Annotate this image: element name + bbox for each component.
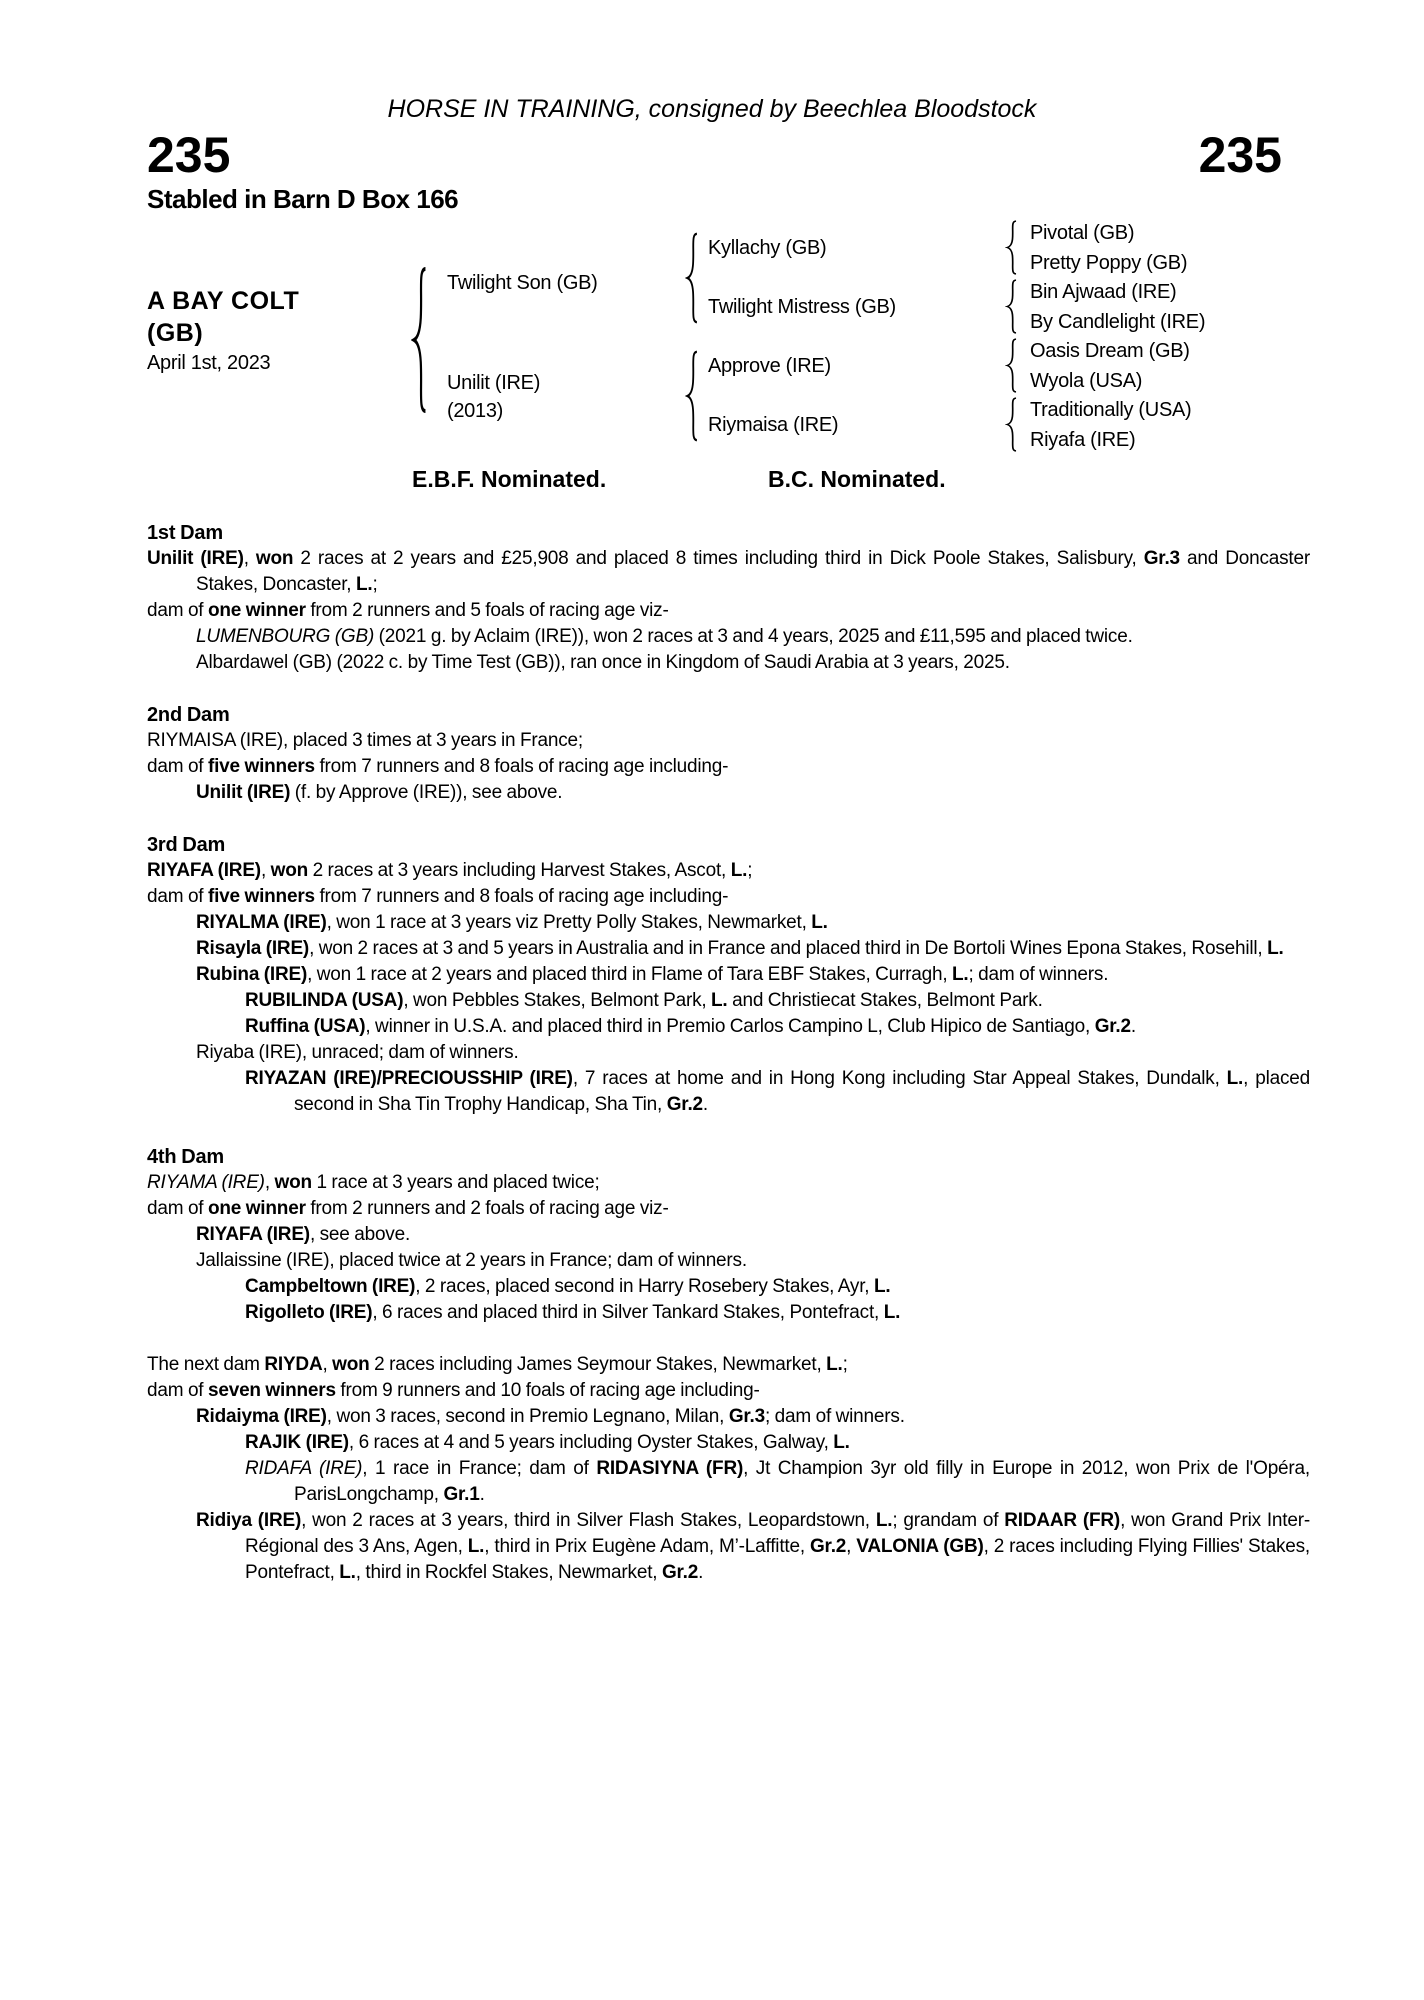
dam-dam-name: Riymaisa (IRE) bbox=[708, 414, 839, 436]
pedigree-paragraph bbox=[147, 1300, 1310, 1326]
text-run: Ridaiyma (IRE) bbox=[196, 1406, 327, 1427]
text-run: , bbox=[243, 548, 256, 569]
dam-name: Unilit (IRE) bbox=[447, 372, 541, 394]
text-run: from 7 runners and 8 foals of racing age including- bbox=[314, 756, 729, 777]
sire-dam-name: Twilight Mistress (GB) bbox=[708, 296, 896, 318]
gen3-brace-2-icon bbox=[1005, 279, 1018, 334]
text-run: ; bbox=[842, 1354, 848, 1375]
subject-name-line1: A BAY COLT bbox=[147, 287, 300, 315]
text-run: dam of bbox=[147, 600, 208, 621]
text-run: L. bbox=[883, 1302, 901, 1323]
text-run: Risayla (IRE) bbox=[196, 938, 310, 959]
text-run: RIDASIYNA (FR) bbox=[596, 1458, 744, 1479]
text-run: 2 races at 3 years including Harvest Stakes, Ascot, bbox=[308, 860, 731, 881]
dam-section bbox=[147, 520, 1310, 676]
text-run: RIYAFA (IRE) bbox=[196, 1224, 310, 1245]
dam-section bbox=[147, 1144, 1310, 1326]
text-run: , Jt Champion 3yr old filly in Europe in 2012, won Prix de l'Opéra, ParisLongchamp, bbox=[294, 1458, 1310, 1505]
text-run: Ruffina (USA) bbox=[245, 1016, 366, 1037]
text-run: , bbox=[322, 1354, 333, 1375]
text-run: Unilit (IRE) bbox=[147, 548, 244, 569]
text-run: Rigolleto (IRE) bbox=[245, 1302, 373, 1323]
text-run: Rubina (IRE) bbox=[196, 964, 308, 985]
text-run: , third in Rockfel Stakes, Newmarket, bbox=[355, 1562, 662, 1583]
pedigree-paragraph bbox=[147, 910, 1310, 936]
dam-section bbox=[147, 1352, 1310, 1586]
text-run: L. bbox=[833, 1432, 850, 1453]
text-run: Gr.2 bbox=[809, 1536, 847, 1557]
text-run: RIYALMA (IRE) bbox=[196, 912, 327, 933]
text-run: Riyaba (IRE), unraced; dam of winners. bbox=[196, 1042, 519, 1063]
ebf-nomination: E.B.F. Nominated. bbox=[412, 466, 607, 492]
section-heading: 4th Dam bbox=[147, 1146, 225, 1168]
section-heading: 2nd Dam bbox=[147, 704, 230, 726]
text-run: and Doncaster Stakes, Doncaster, bbox=[196, 548, 1310, 595]
pedigree-paragraph bbox=[147, 1274, 1310, 1300]
pedigree-paragraph bbox=[147, 1508, 1310, 1586]
gen3-brace-4-icon bbox=[1005, 397, 1018, 452]
text-run: one winner bbox=[207, 1198, 306, 1219]
text-run: seven winners bbox=[207, 1380, 336, 1401]
text-run: RIYAMA (IRE) bbox=[147, 1172, 265, 1193]
pedigree-paragraph bbox=[147, 858, 1310, 884]
pedigree-table bbox=[147, 220, 1307, 460]
text-run: L. bbox=[1226, 1068, 1244, 1089]
pedigree-paragraph bbox=[147, 1352, 1310, 1378]
text-run: won bbox=[332, 1354, 370, 1375]
text-run: dam of bbox=[147, 1198, 208, 1219]
text-run: , placed second in Sha Tin Trophy Handicap, Sha Tin, bbox=[294, 1068, 1310, 1115]
text-run: , 6 races at 4 and 5 years including Oyster Stakes, Galway, bbox=[348, 1432, 834, 1453]
gen3-name-4: By Candlelight (IRE) bbox=[1030, 311, 1206, 333]
text-run: . bbox=[702, 1094, 708, 1115]
gen3-brace-3-icon bbox=[1005, 338, 1018, 393]
text-run: , bbox=[846, 1536, 857, 1557]
text-run: LUMENBOURG (GB) bbox=[196, 626, 375, 647]
text-run: L. bbox=[811, 912, 828, 933]
text-run: from 2 runners and 5 foals of racing age viz- bbox=[305, 600, 669, 621]
text-run: won bbox=[255, 548, 294, 569]
text-run: from 2 runners and 2 foals of racing age viz- bbox=[305, 1198, 669, 1219]
text-run: L. bbox=[952, 964, 969, 985]
text-run: , won 1 race at 2 years and placed third in Flame of Tara EBF Stakes, Curragh, bbox=[307, 964, 952, 985]
text-run: dam of bbox=[147, 886, 208, 907]
pedigree-paragraph bbox=[147, 650, 1310, 676]
pedigree-paragraph bbox=[147, 1040, 1310, 1066]
text-run: , see above. bbox=[309, 1224, 411, 1245]
text-run: L. bbox=[339, 1562, 356, 1583]
text-run: , won Grand Prix Inter-Régional des 3 Ans, Agen, bbox=[245, 1510, 1310, 1557]
text-run: RAJIK (IRE) bbox=[245, 1432, 349, 1453]
text-run: dam of bbox=[147, 756, 208, 777]
text-run: , 2 races, placed second in Harry Rosebery Stakes, Ayr, bbox=[415, 1276, 874, 1297]
text-run: ; bbox=[372, 574, 378, 595]
text-run: 2 races at 2 years and £25,908 and placed 8 times including third in Dick Poole Stakes, Salisbury, bbox=[293, 548, 1144, 569]
text-run: won bbox=[270, 860, 309, 881]
gen2-brace-dam-icon bbox=[685, 350, 699, 442]
pedigree-paragraph bbox=[147, 988, 1310, 1014]
pedigree-paragraph bbox=[147, 1456, 1310, 1508]
pedigree-paragraph bbox=[147, 936, 1310, 962]
text-run: L. bbox=[826, 1354, 843, 1375]
text-run: ; dam of winners. bbox=[765, 1406, 905, 1427]
pedigree-paragraph bbox=[147, 1404, 1310, 1430]
text-run: . bbox=[698, 1562, 704, 1583]
text-run: RIYAZAN (IRE)/PRECIOUSSHIP (IRE) bbox=[245, 1068, 573, 1089]
section-heading: 1st Dam bbox=[147, 522, 223, 544]
pedigree-paragraph bbox=[147, 624, 1310, 650]
gen1-brace-icon bbox=[411, 266, 428, 414]
text-run: Unilit (IRE) bbox=[196, 782, 291, 803]
pedigree-text bbox=[147, 520, 1310, 1586]
text-run: Gr.1 bbox=[443, 1484, 480, 1505]
text-run: . bbox=[479, 1484, 485, 1505]
bc-nomination: B.C. Nominated. bbox=[768, 466, 946, 492]
text-run: . bbox=[1130, 1016, 1136, 1037]
text-run: and Christiecat Stakes, Belmont Park. bbox=[727, 990, 1043, 1011]
text-run: 1 race at 3 years and placed twice; bbox=[311, 1172, 600, 1193]
page-title: HORSE IN TRAINING, consigned by Beechlea Bloodstock bbox=[387, 95, 1037, 123]
dam-sire-name: Approve (IRE) bbox=[708, 355, 831, 377]
text-run: L. bbox=[711, 990, 728, 1011]
gen3-name-8: Riyafa (IRE) bbox=[1030, 429, 1136, 451]
text-run: , 1 race in France; dam of bbox=[362, 1458, 597, 1479]
text-run: , won 2 races at 3 and 5 years in Australia and in France and placed third in De Bortoli Wines Epona Stakes, Rosehill, bbox=[309, 938, 1268, 959]
gen3-name-7: Traditionally (USA) bbox=[1030, 399, 1192, 421]
text-run: L. bbox=[730, 860, 748, 881]
text-run: , bbox=[260, 860, 271, 881]
pedigree-paragraph bbox=[147, 546, 1310, 598]
text-run: , won 3 races, second in Premio Legnano, Milan, bbox=[326, 1406, 729, 1427]
text-run: RIYAFA (IRE) bbox=[147, 860, 261, 881]
text-run: Gr.2 bbox=[661, 1562, 699, 1583]
text-run: , won 2 races at 3 years, third in Silver Flash Stakes, Leopardstown, bbox=[301, 1510, 876, 1531]
text-run: dam of bbox=[147, 1380, 208, 1401]
text-run: RIDAAR (FR) bbox=[1004, 1510, 1121, 1531]
dam-section bbox=[147, 832, 1310, 1118]
gen3-name-5: Oasis Dream (GB) bbox=[1030, 340, 1190, 362]
text-run: , bbox=[264, 1172, 275, 1193]
text-run: 2 races including James Seymour Stakes, Newmarket, bbox=[369, 1354, 827, 1375]
subject-name-line2: (GB) bbox=[147, 319, 204, 347]
text-run: Gr.3 bbox=[728, 1406, 765, 1427]
text-run: L. bbox=[873, 1276, 891, 1297]
text-run: L. bbox=[875, 1510, 893, 1531]
pedigree-paragraph bbox=[147, 962, 1310, 988]
text-run: won bbox=[274, 1172, 312, 1193]
pedigree-paragraph bbox=[147, 1222, 1310, 1248]
text-run: Gr.2 bbox=[666, 1094, 703, 1115]
pedigree-paragraph bbox=[147, 1066, 1310, 1118]
text-run: , 7 races at home and in Hong Kong including Star Appeal Stakes, Dundalk, bbox=[572, 1068, 1227, 1089]
text-run: L. bbox=[355, 574, 373, 595]
text-run: VALONIA (GB) bbox=[856, 1536, 984, 1557]
pedigree-paragraph bbox=[147, 1378, 1310, 1404]
dam-year: (2013) bbox=[447, 400, 504, 422]
text-run: Albardawel (GB) (2022 c. by Time Test (GB)), ran once in Kingdom of Saudi Arabia at 3 years, 2025. bbox=[196, 652, 1010, 673]
lot-number-right: 235 bbox=[1198, 127, 1282, 183]
pedigree-paragraph bbox=[147, 1170, 1310, 1196]
pedigree-paragraph bbox=[147, 1196, 1310, 1222]
text-run: , won 1 race at 3 years viz Pretty Polly Stakes, Newmarket, bbox=[326, 912, 812, 933]
gen3-name-1: Pivotal (GB) bbox=[1030, 222, 1135, 244]
sire-name: Twilight Son (GB) bbox=[447, 272, 598, 294]
nominations-row bbox=[147, 466, 1424, 494]
text-run: (2021 g. by Aclaim (IRE)), won 2 races at 3 and 4 years, 2025 and £11,595 and placed twice. bbox=[374, 626, 1133, 647]
pedigree-paragraph bbox=[147, 780, 1310, 806]
pedigree-paragraph bbox=[147, 1430, 1310, 1456]
text-run: ; dam of winners. bbox=[968, 964, 1109, 985]
sire-sire-name: Kyllachy (GB) bbox=[708, 237, 827, 259]
text-run: L. bbox=[1267, 938, 1284, 959]
text-run: Campbeltown (IRE) bbox=[245, 1276, 416, 1297]
gen3-name-2: Pretty Poppy (GB) bbox=[1030, 252, 1188, 274]
text-run: Gr.2 bbox=[1094, 1016, 1131, 1037]
section-heading: 3rd Dam bbox=[147, 834, 226, 856]
text-run: , 6 races and placed third in Silver Tankard Stakes, Pontefract, bbox=[372, 1302, 884, 1323]
dam-section bbox=[147, 702, 1310, 806]
text-run: Ridiya (IRE) bbox=[196, 1510, 302, 1531]
text-run: five winners bbox=[207, 756, 315, 777]
text-run: Gr.3 bbox=[1143, 548, 1180, 569]
subject-foaling-date: April 1st, 2023 bbox=[147, 352, 271, 374]
pedigree-paragraph bbox=[147, 884, 1310, 910]
text-run: RIYMAISA (IRE), placed 3 times at 3 years in France; bbox=[147, 730, 583, 751]
text-run: (f. by Approve (IRE)), see above. bbox=[290, 782, 563, 803]
lot-number-row bbox=[147, 127, 1282, 183]
text-run: The next dam bbox=[147, 1354, 265, 1375]
stabled-location: Stabled in Barn D Box 166 bbox=[147, 184, 459, 214]
text-run: from 7 runners and 8 foals of racing age including- bbox=[314, 886, 729, 907]
text-run: , winner in U.S.A. and placed third in Premio Carlos Campino L, Club Hipico de Santiago, bbox=[365, 1016, 1095, 1037]
gen3-name-6: Wyola (USA) bbox=[1030, 370, 1143, 392]
gen3-brace-1-icon bbox=[1005, 220, 1018, 275]
text-run: RIYDA bbox=[264, 1354, 323, 1375]
pedigree-paragraph bbox=[147, 728, 1310, 754]
text-run: , third in Prix Eugène Adam, M’-Laffitte, bbox=[484, 1536, 810, 1557]
text-run: RIDAFA (IRE) bbox=[245, 1458, 363, 1479]
text-run: , 2 races including Flying Fillies' Stakes, Pontefract, bbox=[245, 1536, 1310, 1583]
text-run: ; bbox=[747, 860, 753, 881]
lot-number-left: 235 bbox=[147, 127, 231, 183]
text-run: RUBILINDA (USA) bbox=[245, 990, 404, 1011]
pedigree-paragraph bbox=[147, 1248, 1310, 1274]
pedigree-paragraph bbox=[147, 598, 1310, 624]
gen2-brace-sire-icon bbox=[685, 232, 699, 324]
text-run: five winners bbox=[207, 886, 315, 907]
text-run: L. bbox=[467, 1536, 485, 1557]
pedigree-paragraph bbox=[147, 1014, 1310, 1040]
gen3-name-3: Bin Ajwaad (IRE) bbox=[1030, 281, 1177, 303]
text-run: one winner bbox=[207, 600, 306, 621]
text-run: Jallaissine (IRE), placed twice at 2 years in France; dam of winners. bbox=[196, 1250, 747, 1271]
text-run: , won Pebbles Stakes, Belmont Park, bbox=[403, 990, 712, 1011]
text-run: ; grandam of bbox=[892, 1510, 1005, 1531]
text-run: from 9 runners and 10 foals of racing age including- bbox=[335, 1380, 760, 1401]
pedigree-paragraph bbox=[147, 754, 1310, 780]
